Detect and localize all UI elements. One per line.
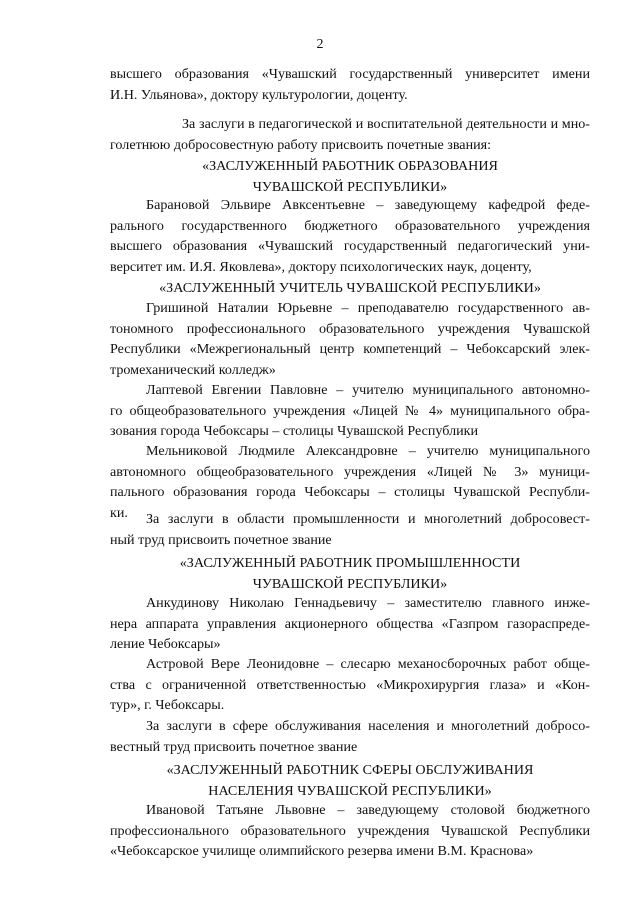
title-honored-industry-worker: «ЗАСЛУЖЕННЫЙ РАБОТНИК ПРОМЫШЛЕННОСТИ ЧУВАШСКОЙ РЕСПУБЛИКИ» xyxy=(179,555,521,592)
title-honored-education-worker: «ЗАСЛУЖЕННЫЙ РАБОТНИК ОБРАЗОВАНИЯ ЧУВАШСКОЙ РЕСПУБЛИКИ» xyxy=(202,158,498,195)
preamble-education: За заслуги в педагогической и воспитательной деятельности и мно- голетнюю добросовестную работу присвоить почетные звания: xyxy=(110,116,590,153)
nominee-lapteva: Лаптевой Евгении Павловне – учителю муниципального автономно- го общеобразовательного учреждения «Лицей № 4» муниципального обра- зования города Чебоксары – столицы Чувашской Республики xyxy=(110,382,590,440)
preamble-service: За заслуги в сфере обслуживания населения и многолетний добросо- вестный труд присвоить почетное звание xyxy=(110,718,590,755)
title-honored-service-worker: «ЗАСЛУЖЕННЫЙ РАБОТНИК СФЕРЫ ОБСЛУЖИВАНИЯ НАСЕЛЕНИЯ ЧУВАШСКОЙ РЕСПУБЛИКИ» xyxy=(166,762,534,799)
intro-paragraph: высшего образования «Чувашский государственный университет имени И.Н. Ульянова», доктору культурологии, доценту. xyxy=(110,66,590,103)
page-number: 2 xyxy=(316,37,324,52)
nominee-ankudinov: Анкудинову Николаю Геннадьевичу – заместителю главного инже- нера аппарата управления акционерного общества «Газпром газораспреде- ление Чебоксары» xyxy=(110,595,590,653)
nominee-astrova: Астровой Вере Леонидовне – слесарю механосборочных работ обще- ства с ограниченной ответственностью «Микрохирургия глаза» и «Кон- тур», г. Чебоксары. xyxy=(110,656,590,714)
nominee-ivanova: Ивановой Татьяне Львовне – заведующему столовой бюджетного профессионального образовательного учреждения Чувашской Республики «Чебоксарское училище олимпийского резерва имени В.М. Краснова» xyxy=(110,802,590,860)
nominee-baranova: Барановой Эльвире Авксентьевне – заведующему кафедрой феде- рального государственного бюджетного образовательного учреждения высшего образования «Чувашский государственный педагогический уни- верситет им. И.Я. Яковлева», доктору психологических наук, доценту, xyxy=(110,197,590,275)
nominee-grishina: Гришиной Наталии Юрьевне – преподавателю государственного ав- тономного профессионального образовательного учреждения Чувашской Республики «Межрегиональный центр компетенций – Чебоксарский элек- тромеханический колледж» xyxy=(110,300,590,378)
preamble-industry: За заслуги в области промышленности и многолетний добросовест- ный труд присвоить почетное звание xyxy=(110,511,590,548)
nominee-melnikova: Мельниковой Людмиле Александровне – учителю муниципального автономного общеобразовательного учреждения «Лицей № 3» муници- пального образования города Чебоксары – столицы Чувашской Республи- ки. xyxy=(110,443,590,521)
title-honored-teacher: «ЗАСЛУЖЕННЫЙ УЧИТЕЛЬ ЧУВАШСКОЙ РЕСПУБЛИКИ» xyxy=(159,280,541,296)
